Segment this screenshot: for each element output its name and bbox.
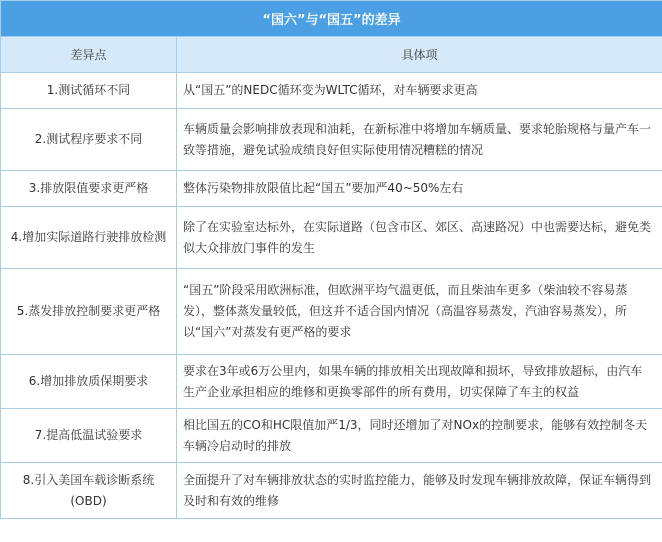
row-point: 7.提高低温试验要求 — [1, 409, 177, 463]
table-row — [1, 463, 662, 519]
row-detail: 要求在3年或6万公里内，如果车辆的排放相关出现故障和损坏，导致排放超标，由汽车生产企业承担相应的维修和更换零部件的所有费用，切实保障了车主的权益 — [177, 355, 662, 409]
row-point: 5.蒸发排放控制要求更严格 — [1, 269, 177, 355]
row-point: 2.测试程序要求不同 — [1, 109, 177, 171]
table-row — [1, 269, 662, 355]
row-point: 3.排放限值要求更严格 — [1, 171, 177, 207]
row-point: 4.增加实际道路行驶排放检测 — [1, 207, 177, 269]
row-detail: 相比国五的CO和HC限值加严1/3，同时还增加了对NOx的控制要求，能够有效控制冬天车辆冷启动时的排放 — [177, 409, 662, 463]
table-row — [1, 409, 662, 463]
row-detail: 全面提升了对车辆排放状态的实时监控能力，能够及时发现车辆排放故障，保证车辆得到及时和有效的维修 — [177, 463, 662, 519]
row-detail: 整体污染物排放限值比起“国五”要加严40~50%左右 — [177, 171, 662, 207]
row-point: 1.测试循环不同 — [1, 73, 177, 109]
row-detail: 从“国五”的NEDC循环变为WLTC循环，对车辆要求更高 — [177, 73, 662, 109]
table-row — [1, 109, 662, 171]
row-detail: “国五”阶段采用欧洲标准，但欧洲平均气温更低，而且柴油车更多（柴油较不容易蒸发），整体蒸发量较低，但这并不适合国内情况（高温容易蒸发，汽油容易蒸发），所以“国六”对蒸发有更严格的要求 — [177, 269, 662, 355]
row-detail: 除了在实验室达标外，在实际道路（包含市区、郊区、高速路况）中也需要达标，避免类似大众排放门事件的发生 — [177, 207, 662, 269]
header-point: 差异点 — [1, 37, 177, 73]
table-row — [1, 171, 662, 207]
row-point: 6.增加排放质保期要求 — [1, 355, 177, 409]
row-point: 8.引入美国车载诊断系统(OBD) — [1, 463, 177, 519]
table-title: “国六”与“国五”的差异 — [1, 1, 662, 37]
table-row — [1, 207, 662, 269]
table-row — [1, 73, 662, 109]
table-row — [1, 355, 662, 409]
header-detail: 具体项 — [177, 37, 662, 73]
row-detail: 车辆质量会影响排放表现和油耗，在新标准中将增加车辆质量、要求轮胎规格与量产车一致等措施，避免试验成绩良好但实际使用情况糟糕的情况 — [177, 109, 662, 171]
